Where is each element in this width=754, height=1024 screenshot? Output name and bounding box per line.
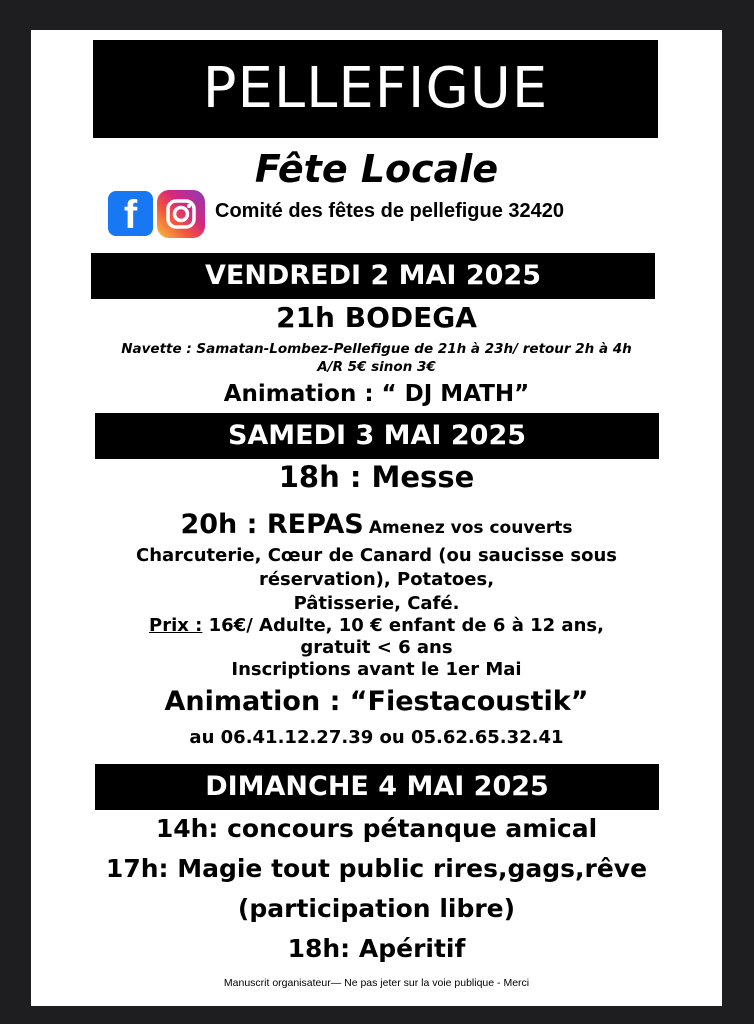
saturday-meal-line	[31, 504, 722, 549]
saturday-registration: Inscriptions avant le 1er Mai	[231, 659, 522, 680]
sunday-participation: (participation libre)	[237, 894, 516, 923]
friday-heading-bar	[91, 253, 655, 299]
friday-heading: VENDREDI 2 MAI 2025	[205, 260, 541, 291]
page-title: PELLEFIGUE	[202, 56, 549, 121]
flyer-sheet	[31, 30, 722, 1006]
saturday-heading-bar	[95, 413, 659, 459]
price-label: Prix :	[149, 615, 203, 636]
committee-name: Comité des fêtes de pellefigue 32420	[215, 200, 565, 222]
saturday-heading: SAMEDI 3 MAI 2025	[227, 420, 527, 451]
price-values: 16€/ Adulte, 10 € enfant de 6 à 12 ans,	[202, 615, 604, 636]
instagram-glyph	[157, 190, 205, 238]
title-bar	[93, 40, 658, 138]
sunday-heading: DIMANCHE 4 MAI 2025	[205, 771, 549, 802]
saturday-menu-3: Pâtisserie, Café.	[293, 593, 460, 614]
footer-note: Manuscrit organisateur— Ne pas jeter sur la voie publique - Merci	[223, 977, 530, 989]
saturday-price-free: gratuit < 6 ans	[300, 637, 453, 658]
friday-animation: Animation : “ DJ MATH”	[223, 381, 530, 407]
subtitle: Fête Locale	[254, 147, 499, 191]
friday-event: 21h BODEGA	[276, 301, 477, 334]
saturday-price-line	[31, 614, 722, 638]
facebook-glyph: f	[123, 193, 138, 237]
sunday-heading-bar	[95, 764, 659, 810]
facebook-icon	[108, 191, 153, 236]
saturday-phones: au 06.41.12.27.39 ou 05.62.65.32.41	[189, 727, 564, 748]
sunday-magic: 17h: Magie tout public rires,gags,rêve	[105, 854, 648, 883]
saturday-meal: 20h : REPAS	[180, 509, 364, 540]
saturday-menu-2: réservation), Potatoes,	[258, 569, 495, 590]
friday-shuttle: Navette : Samatan-Lombez-Pellefigue de 21h à 23h/ retour 2h à 4h	[121, 341, 632, 357]
saturday-menu-1: Charcuterie, Cœur de Canard (ou saucisse sous	[136, 545, 617, 566]
friday-shuttle-price: A/R 5€ sinon 3€	[317, 359, 436, 375]
saturday-animation: Animation : “Fiestacoustik”	[164, 686, 589, 717]
saturday-mass: 18h : Messe	[278, 460, 475, 494]
saturday-meal-note: Amenez vos couverts	[368, 518, 573, 538]
sunday-aperitif: 18h: Apéritif	[287, 934, 466, 963]
sunday-petanque: 14h: concours pétanque amical	[155, 814, 598, 843]
instagram-icon	[157, 190, 205, 238]
